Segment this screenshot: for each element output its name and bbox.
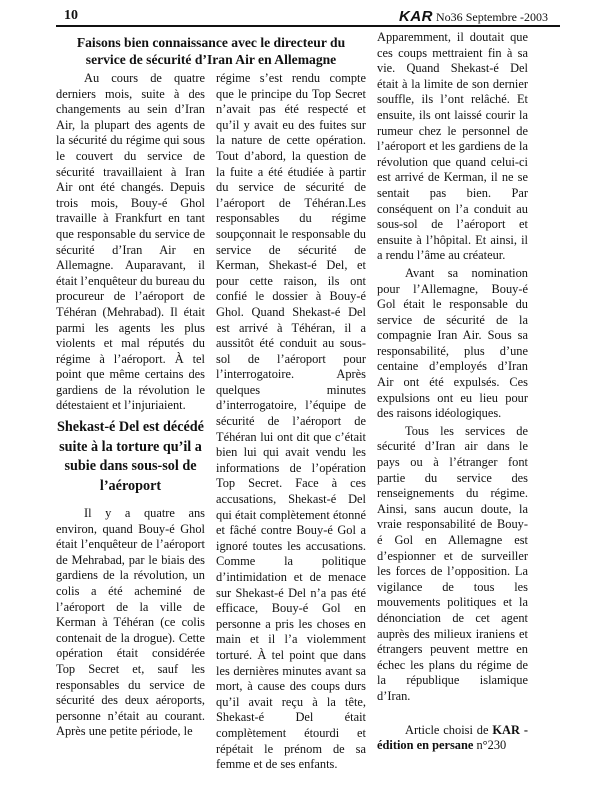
article-title <box>56 34 366 68</box>
column-2 <box>216 71 366 773</box>
paragraph-conclusion: Tous les services de sécurité d’Iran air dans le pays ou à l’étranger font partie du service des renseignements du régime. Ainsi, sans aucun doute, la vraie responsabilité de Bouy-é Gol en Allemagne est d’espionner et de surveiller les forces de l’opposition. La vigilance de tous les mouvements politiques et la dénonciation de cet agent auprès des milieux iraniens et étrangers peuvent mettre en échec les plans du régime de la république islamique d’Iran. <box>377 423 528 703</box>
header-rule <box>56 25 560 27</box>
issue-date: Septembre -2003 <box>465 10 548 24</box>
credit-issue: n°230 <box>473 738 507 753</box>
article-title-line-1: Faisons bien connaissance avec le directeur du <box>76 35 346 50</box>
publication-name: KAR <box>399 8 434 25</box>
article-credit <box>377 723 528 754</box>
credit-prefix: Article choisi de <box>405 722 493 737</box>
issue-number: No36 <box>436 10 463 24</box>
paragraph-death: Apparemment, il doutait que ces coups mettraient fin à sa vie. Quand Shekast-é Del était à la limite de son dernier souffle, ils l’ont relâché. Et ensuite, ils ont laissé courir la rumeur chez le personnel de l’aéroport et les gardiens de la révolution que quand celui-ci est arrivé de Kerman, il ne se sentait pas bien. Par conséquent on l’a conduit au sous-sol de l’aéroport et ensuite à l’hôpital. Et ainsi, il a rendu l’âme au créateur. <box>377 30 528 263</box>
credit-source: KAR - édition en persane <box>377 722 528 753</box>
subheading: Shekast-é Del est décédé suite à la torture qu’il a subie dans sous-sol de l’aéroport <box>57 419 204 494</box>
column-1 <box>56 71 205 740</box>
paragraph-interrogation: régime s’est rendu compte que le principe du Top Secret n’avait pas été respecté et qu’il y avait eu des fuites sur la nature de cette opération. Tout d’abord, la question de la fuite a été étudiée à partir du service de sécurité de l’aéroport de Téhéran.Les responsables du régime soupçonnait le responsable du service de sécurité de Kerman, Shekast-é Del, et pour cette raison, ils ont confié le dossier à Bouy-é Ghol. Quand Shekast-é Del est arrivé à Téhéran, il a aussitôt été conduit au sous-sol de l’aéroport pour l’interrogatoire. Après quelques minutes d’interrogatoire, l’équipe de sécurité de l’aéroport de Téhéran lui ont dit que c’était bien lui qui avait vendu les informations de l’opération Top Secret. Face à ces accusations, Shekast-é Del qui était complètement étonné et fâché contre Bouy-é Gol a ignoré toutes les accusations. Comme la politique d’intimidation et de menace sur Shekast-é Del n’a pas été efficace, Bouy-é Gol en personne a pris les choses en main et il l’a violemment torturé. À tel point que dans les dernières minutes avant sa mort, à cause des coups durs qu’il avait reçu à la tête, Shekast-é Del était complètement étourdi et répétait le prénom de sa femme et de ses enfants. <box>216 71 366 772</box>
issue-header <box>399 8 548 25</box>
page-number: 10 <box>64 8 78 23</box>
column-3 <box>377 30 528 754</box>
paragraph-nomination: Avant sa nomination pour l’Allemagne, Bouy-é Gol était le responsable du service de sécurité de la compagnie Iran Air. Sous sa responsabilité, plus d’une centaine d’employés d’Iran Air ont été expulsés. Ces expulsions ont eu lieu pour des raisons idéologiques. <box>377 265 528 421</box>
paragraph-story: Il y a quatre ans environ, quand Bouy-é Ghol était l’enquêteur de l’aéroport de Mehrabad, par le biais des gardiens de la révolution, un colis a été acheminé de l’aéroport de la ville de Kerman à Téhéran (ce colis contenait de la drogue). Cette opération était considérée Top Secret et, sauf les responsables du service de sécurité des deux aéroports, personne n’était au courant. Après une petite période, le <box>56 506 205 739</box>
paragraph-intro: Au cours de quatre derniers mois, suite à des changements au sein d’Iran Air, la plupart des agents de la sécurité du régime qui sous le couvert du service de sécurité travaillaient à Iran Air ont été changés. Depuis trois mois, Bouy-é Ghol travaille à Frankfurt en tant que responsable du service de sécurité d’Iran Air en Allemagne. Auparavant, il était l’enquêteur du bureau du procureur de l’aéroport de Téhéran (Mehrabad). Il était parmi les agents les plus violents et mal réputés du régime à l’aéroport. À tel point que même certains des gardiens de la révolution le détestaient et l’injuriaient. <box>56 71 205 413</box>
article-title-line-2: service de sécurité d’Iran Air en Allemagne <box>85 52 337 67</box>
